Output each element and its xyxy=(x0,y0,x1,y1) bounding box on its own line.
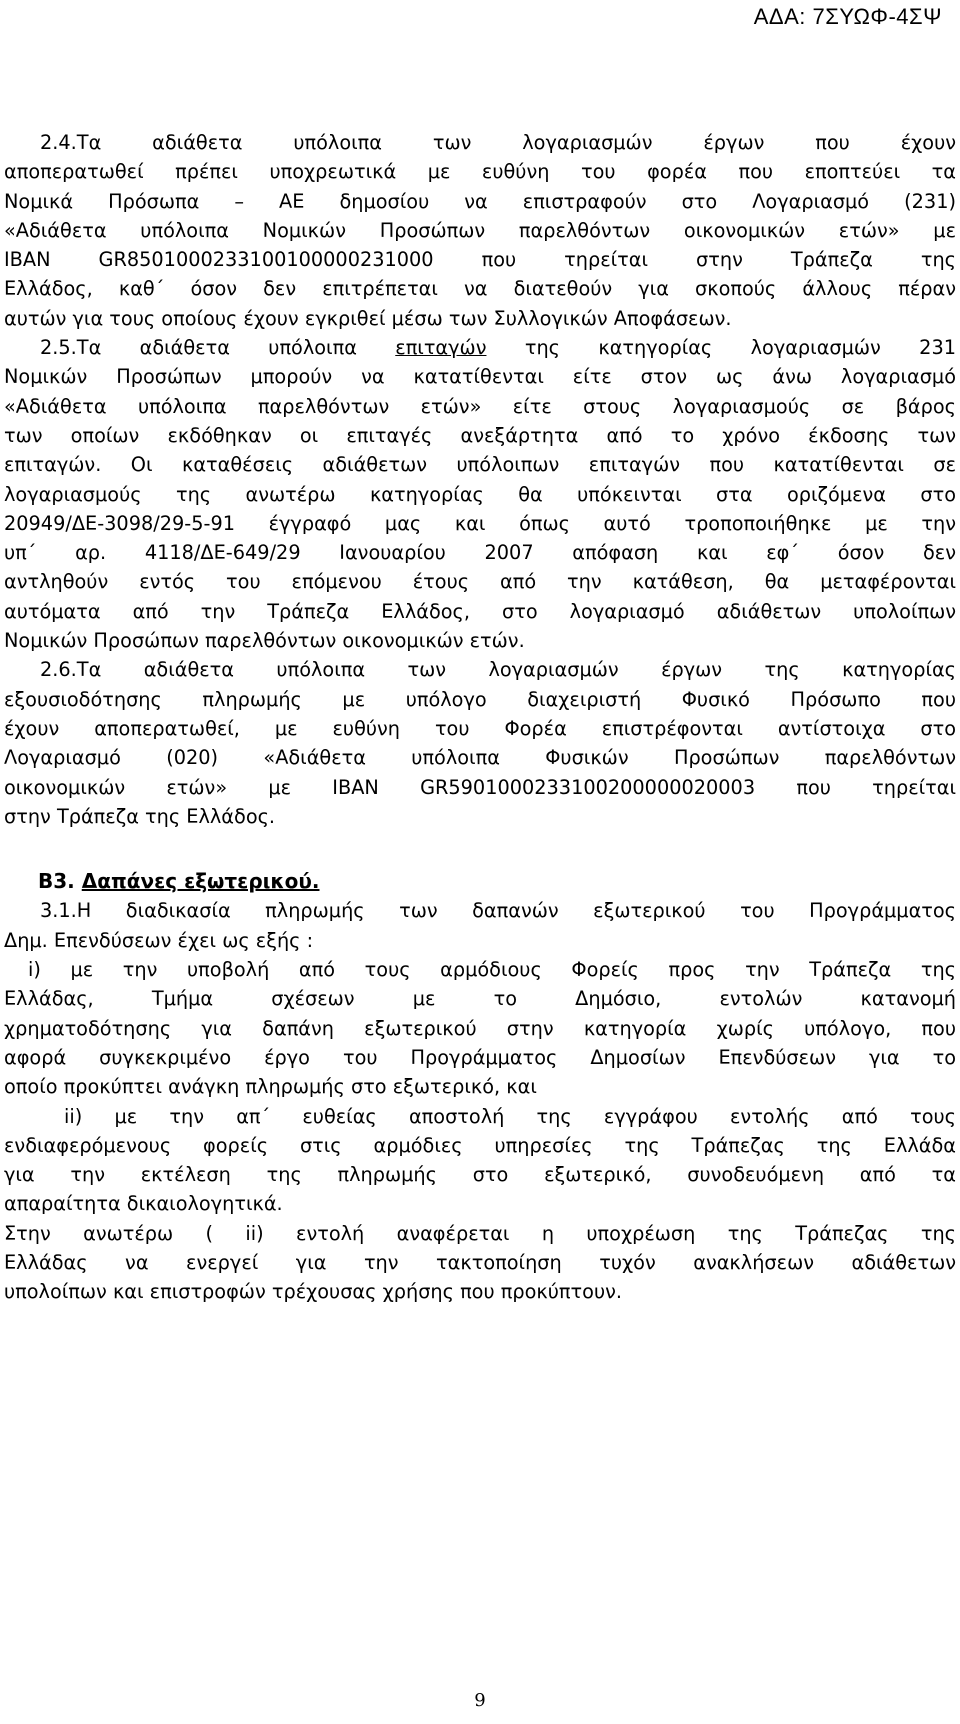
paragraph-line: «Αδιάθετα υπόλοιπα Νομικών Προσώπων παρελθόντων οικονομικών ετών» με xyxy=(4,218,956,242)
paragraph-line: Ελλάδας να ενεργεί για την τακτοποίηση τυχόν ανακλήσεων αδιάθετων xyxy=(4,1250,956,1274)
paragraph-line: επιταγών. Οι καταθέσεις αδιάθετων υπόλοιπων επιταγών που κατατίθενται σε xyxy=(4,453,956,477)
paragraph-line: Ελλάδας, Τμήμα σχέσεων με το Δημόσιο, εντολών κατανομή xyxy=(4,987,956,1011)
paragraph-line: αυτών για τους οποίους έχουν εγκριθεί μέσω των Συλλογικών Αποφάσεων. xyxy=(4,306,732,330)
list-item-ii xyxy=(4,1102,956,1219)
page-number: 9 xyxy=(474,1690,486,1711)
section-title: Δαπάνες εξωτερικού. xyxy=(81,869,320,894)
paragraph-line: οικονομικών ετών» με IBAN GR5901000233100200000020003 που τηρείται xyxy=(4,775,956,799)
paragraph-line: αυτόματα από την Τράπεζα Ελλάδος, στο λογαριασμό αδιάθετων υπολοίπων xyxy=(4,599,956,623)
paragraph-line: 2.4.Τα αδιάθετα υπόλοιπα των λογαριασμών έργων που έχουν xyxy=(40,131,956,154)
ada-code: ΑΔΑ: 7ΣΥΩΦ-4ΣΨ xyxy=(753,4,942,29)
paragraph-line: 20949/ΔΕ-3098/29-5-91 έγγραφό μας και όπως αυτό τροποποιήθηκε με την xyxy=(4,511,956,535)
paragraph-line: υπολοίπων και επιστροφών τρέχουσας χρήσης που προκύπτουν. xyxy=(4,1280,622,1304)
document-body xyxy=(4,128,956,1307)
paragraph-line: υπ΄ αρ. 4118/ΔΕ-649/29 Ιανουαρίου 2007 απόφαση και εφ΄ όσον δεν xyxy=(4,541,956,565)
paragraph-line: Δημ. Επενδύσεων έχει ως εξής : xyxy=(4,928,314,952)
paragraph-line: έχουν αποπερατωθεί, με ευθύνη του Φορέα επιστρέφονται αντίστοιχα στο xyxy=(4,716,956,740)
paragraph-line: στην Τράπεζα της Ελλάδος. xyxy=(4,804,276,828)
paragraph-2-5 xyxy=(4,333,956,655)
paragraph-line: i) με την υποβολή από τους αρμόδιους Φορείς προς την Τράπεζα της xyxy=(28,958,956,982)
paragraph-line: εξουσιοδότησης πληρωμής με υπόλογο διαχειριστή Φυσικό Πρόσωπο που xyxy=(4,687,956,711)
paragraph-line: Νομικά Πρόσωπα – ΑΕ δημοσίου να επιστραφούν στο Λογαριασμό (231) xyxy=(4,189,956,213)
paragraph-line: των οποίων εκδόθηκαν οι επιταγές ανεξάρτητα από το χρόνο έκδοσης των xyxy=(4,423,956,447)
section-spacer xyxy=(4,831,956,867)
paragraph-line: Ελλάδος, καθ΄ όσον δεν επιτρέπεται να διατεθούν για σκοπούς άλλους πέραν xyxy=(4,277,956,301)
paragraph-line: οποίο προκύπτει ανάγκη πληρωμής στο εξωτερικό, και xyxy=(4,1075,537,1099)
paragraph-2-4 xyxy=(4,128,956,333)
text-run: της κατηγορίας λογαριασμών 231 xyxy=(486,336,956,360)
paragraph-2-6 xyxy=(4,655,956,831)
paragraph-line: 3.1.Η διαδικασία πληρωμής των δαπανών εξωτερικού του Προγράμματος xyxy=(40,899,956,923)
paragraph-line: 2.6.Τα αδιάθετα υπόλοιπα των λογαριασμών έργων της κατηγορίας xyxy=(40,658,956,682)
paragraph-line: Νομικών Προσώπων παρελθόντων οικονομικών ετών. xyxy=(4,629,525,653)
paragraph-line: αντληθούν εντός του επόμενου έτους από την κατάθεση, θα μεταφέρονται xyxy=(4,570,956,594)
paragraph-line: Λογαριασμό (020) «Αδιάθετα υπόλοιπα Φυσικών Προσώπων παρελθόντων xyxy=(4,746,956,770)
text-run: 2.5.Τα αδιάθετα υπόλοιπα xyxy=(40,336,396,360)
paragraph-line xyxy=(4,333,956,362)
paragraph-line: λογαριασμούς της ανωτέρω κατηγορίας θα υπόκεινται στα οριζόμενα στο xyxy=(4,482,956,506)
paragraph-line: Στην ανωτέρω ( ii) εντολή αναφέρεται η υποχρέωση της Τράπεζας της xyxy=(4,1221,956,1245)
paragraph-line: IBAN GR8501000233100100000231000 που τηρείται στην Τράπεζα της xyxy=(4,248,956,272)
paragraph-line: ενδιαφερόμενους φορείς στις αρμόδιες υπηρεσίες της Τράπεζας της Ελλάδα xyxy=(4,1133,956,1157)
paragraph-final xyxy=(4,1219,956,1307)
paragraph-3-1 xyxy=(4,896,956,955)
paragraph-line: «Αδιάθετα υπόλοιπα παρελθόντων ετών» είτε στους λογαριασμούς σε βάρος xyxy=(4,394,956,418)
paragraph-line: ii) με την απ΄ ευθείας αποστολή της εγγράφου εντολής από τους xyxy=(64,1104,956,1128)
paragraph-line: χρηματοδότησης για δαπάνη εξωτερικού στην κατηγορία χωρίς υπόλογο, που xyxy=(4,1016,956,1040)
underlined-word: επιταγών xyxy=(395,336,487,360)
paragraph-line: Νομικών Προσώπων μπορούν να κατατίθενται είτε στον ως άνω λογαριασμό xyxy=(4,365,956,389)
paragraph-line: για την εκτέλεση της πληρωμής στο εξωτερικό, συνοδευόμενη από τα xyxy=(4,1163,956,1187)
paragraph-line: απαραίτητα δικαιολογητικά. xyxy=(4,1192,283,1216)
section-number: Β3. xyxy=(38,869,82,894)
paragraph-line: αφορά συγκεκριμένο έργο του Προγράμματος Δημοσίων Επενδύσεων για το xyxy=(4,1045,956,1069)
paragraph-line: αποπερατωθεί πρέπει υποχρεωτικά με ευθύνη του φορέα που εποπτεύει τα xyxy=(4,160,956,184)
list-item-i xyxy=(4,955,956,1101)
section-heading-b3 xyxy=(4,867,956,896)
